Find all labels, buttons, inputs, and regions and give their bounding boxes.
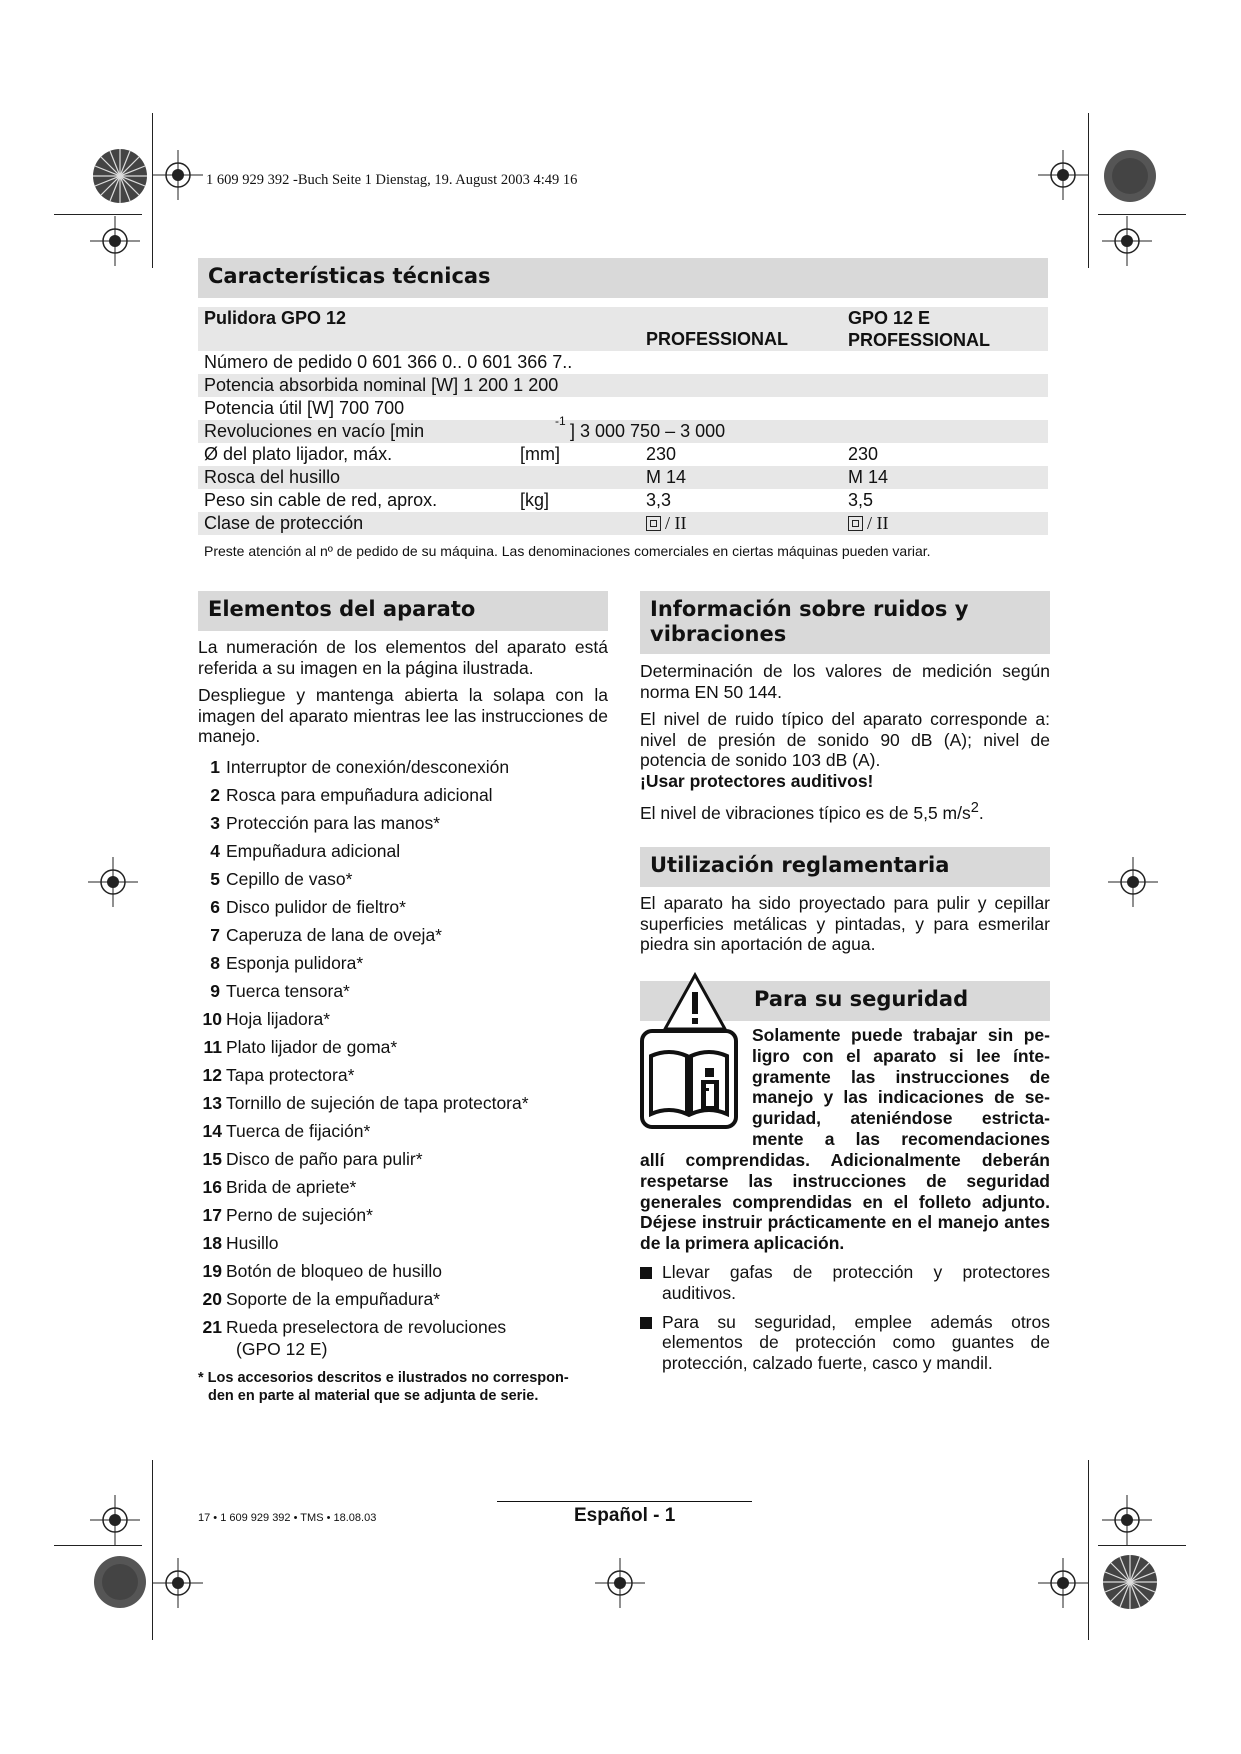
list-item: 18 Husillo [202,1232,279,1253]
footer-rule [497,1501,752,1502]
unit-superscript: -1 [555,414,566,428]
crosshair-target-icon [1102,1495,1152,1545]
crosshair-target-icon [90,216,140,266]
accessories-footnote: * Los accesorios descritos e ilustrados no correspon- den en parte al material que se adjunta de serie. [198,1369,569,1404]
crosshair-target-icon [1038,1558,1088,1608]
list-item: 6 Disco pulidor de fieltro* [210,896,406,917]
list-item: 19 Botón de bloqueo de husillo [202,1260,443,1281]
crosshair-target-icon [1108,857,1158,907]
warning-triangle-icon [662,972,728,1032]
utilizacion-p1: El aparato ha sido proyectado para pulir y cepillar superficies metálicas y pintadas, y para esmerilar piedra sin aportación de agua. [640,893,1050,954]
safety-bullet: Para su seguridad, emplee además otros elementos de protección como guantes de protección, calzado fuerte, casco y mandil. [640,1312,1050,1374]
list-item: 5 Cepillo de vaso* [210,868,353,889]
list-item: 4 Empuñadura adicional [210,840,401,861]
spec-header-col3: GPO 12 E PROFESSIONAL [848,308,991,350]
list-item: 9 Tuerca tensora* [210,980,350,1001]
spec-row: Peso sin cable de red, aprox. [kg] 3,3 3,5 [204,490,874,510]
print-slug: 1 609 929 392 -Buch Seite 1 Dienstag, 19. August 2003 4:49 16 [206,172,578,188]
double-insulation-icon [848,516,863,531]
safety-bullet: Llevar gafas de protección y protectores auditivos. [640,1262,1050,1304]
utilizacion-column [640,893,1050,962]
list-item: 13 Tornillo de sujeción de tapa protectora* [202,1092,529,1113]
seguridad-section-title: Para su seguridad [640,981,1050,1021]
crosshair-target-icon [153,150,203,200]
seguridad-rest: allí comprendidas. Adicionalmente deberán respetarse las instrucciones de seguridad generales comprendidas en el folleto adjunto. Déjese instruir prácticamente en el manejo antes de la primera aplicación. [640,1150,1050,1254]
double-insulation-icon [646,516,661,531]
registration-starburst-icon [1100,1552,1160,1612]
registration-dot-icon [1100,146,1160,206]
list-item: 17 Perno de sujeción* [202,1204,373,1225]
spec-header-model: Pulidora GPO 12 [204,308,347,328]
list-item: 21 Rueda preselectora de revoluciones (GPO 12 E) [202,1316,507,1359]
registration-dot-icon [90,1552,150,1612]
crosshair-target-icon [153,1558,203,1608]
list-item: 8 Esponja pulidora* [210,952,364,973]
protection-class-symbol: / II [848,512,889,535]
ruidos-p1: Determinación de los valores de medición según norma EN 50 144. [640,661,1050,702]
crosshair-target-icon [90,1495,140,1545]
page-number: Español - 1 [574,1505,676,1526]
crosshair-target-icon [595,1558,645,1608]
read-manual-icon [639,1028,739,1130]
spec-row: Potencia útil [W] 700 700 [204,398,405,418]
elementos-intro-1: La numeración de los elementos del aparato está referida a su imagen en la página ilustrada. [198,637,608,678]
elementos-section-title: Elementos del aparato [198,591,608,631]
parts-list [198,757,608,1365]
list-item: 7 Caperuza de lana de oveja* [210,924,442,945]
list-item: 10 Hoja lijadora* [202,1008,331,1029]
list-item: 15 Disco de paño para pulir* [202,1148,423,1169]
spec-row: Ø del plato lijador, máx. [mm] 230 230 [204,444,879,464]
list-item: 12 Tapa protectora* [202,1064,355,1085]
spec-row: Clase de protección / II / II [198,512,1048,535]
spec-header-col2: PROFESSIONAL [646,329,789,349]
list-item: 14 Tuerca de fijación* [202,1120,371,1141]
spec-header-row [198,307,1048,351]
seguridad-lines: Solamente puede trabajar sin pe- ligro con el aparato si lee ínte- gramente las instrucciones de manejo y las indicaciones de se- guridad, ateniéndose estricta- mente a las recomendaciones [752,1025,1050,1149]
elementos-intro-2: Despliegue y mantenga abierta la solapa con la imagen del aparato mientras lee las instrucciones de manejo. [198,685,608,746]
list-item: 1 Interruptor de conexión/desconexión [210,756,510,777]
spec-row: Rosca del husillo M 14 M 14 [198,466,1048,489]
crosshair-target-icon [1102,216,1152,266]
spec-note: Preste atención al nº de pedido de su máquina. Las denominaciones comerciales en ciertas máquinas pueden variar. [204,543,931,559]
ruidos-column [640,661,1050,830]
footer-code: 17 • 1 609 929 392 • TMS • 18.08.03 [198,1512,377,1524]
spec-row: Potencia absorbida nominal [W] 1 200 1 200 [198,374,1048,397]
spec-row: Revoluciones en vacío [min -1 ] 3 000 750 – 3 000 [198,420,1048,443]
list-item: 20 Soporte de la empuñadura* [202,1288,441,1309]
registration-starburst-icon [90,146,150,206]
protection-class-symbol: / II [646,512,687,535]
ruidos-warning: ¡Usar protectores auditivos! [640,770,874,791]
list-item: 3 Protección para las manos* [210,812,440,833]
list-item: 16 Brida de apriete* [202,1176,357,1197]
utilizacion-section-title: Utilización reglamentaria [640,847,1050,887]
crosshair-target-icon [1038,150,1088,200]
ruidos-section-title: Información sobre ruidos y vibraciones [640,591,1050,654]
ruidos-p4: El nivel de vibraciones típico es de 5,5 $m/s^2$. [640,800,984,823]
elementos-column [198,637,608,1405]
ruidos-p2: El nivel de ruido típico del aparato corresponde a: nivel de presión de sonido 90 dB (A); nivel de potencia de sonido 103 dB (A). [640,709,1050,770]
seguridad-body [640,1150,1050,1382]
spec-row: Número de pedido 0 601 366 0.. 0 601 366 7.. [204,352,573,372]
crosshair-target-icon [88,857,138,907]
list-item: 2 Rosca para empuñadura adicional [210,784,493,805]
spec-table [198,307,1048,535]
list-item: 11 Plato lijador de goma* [203,1036,398,1057]
tech-section-title: Características técnicas [198,258,1048,298]
